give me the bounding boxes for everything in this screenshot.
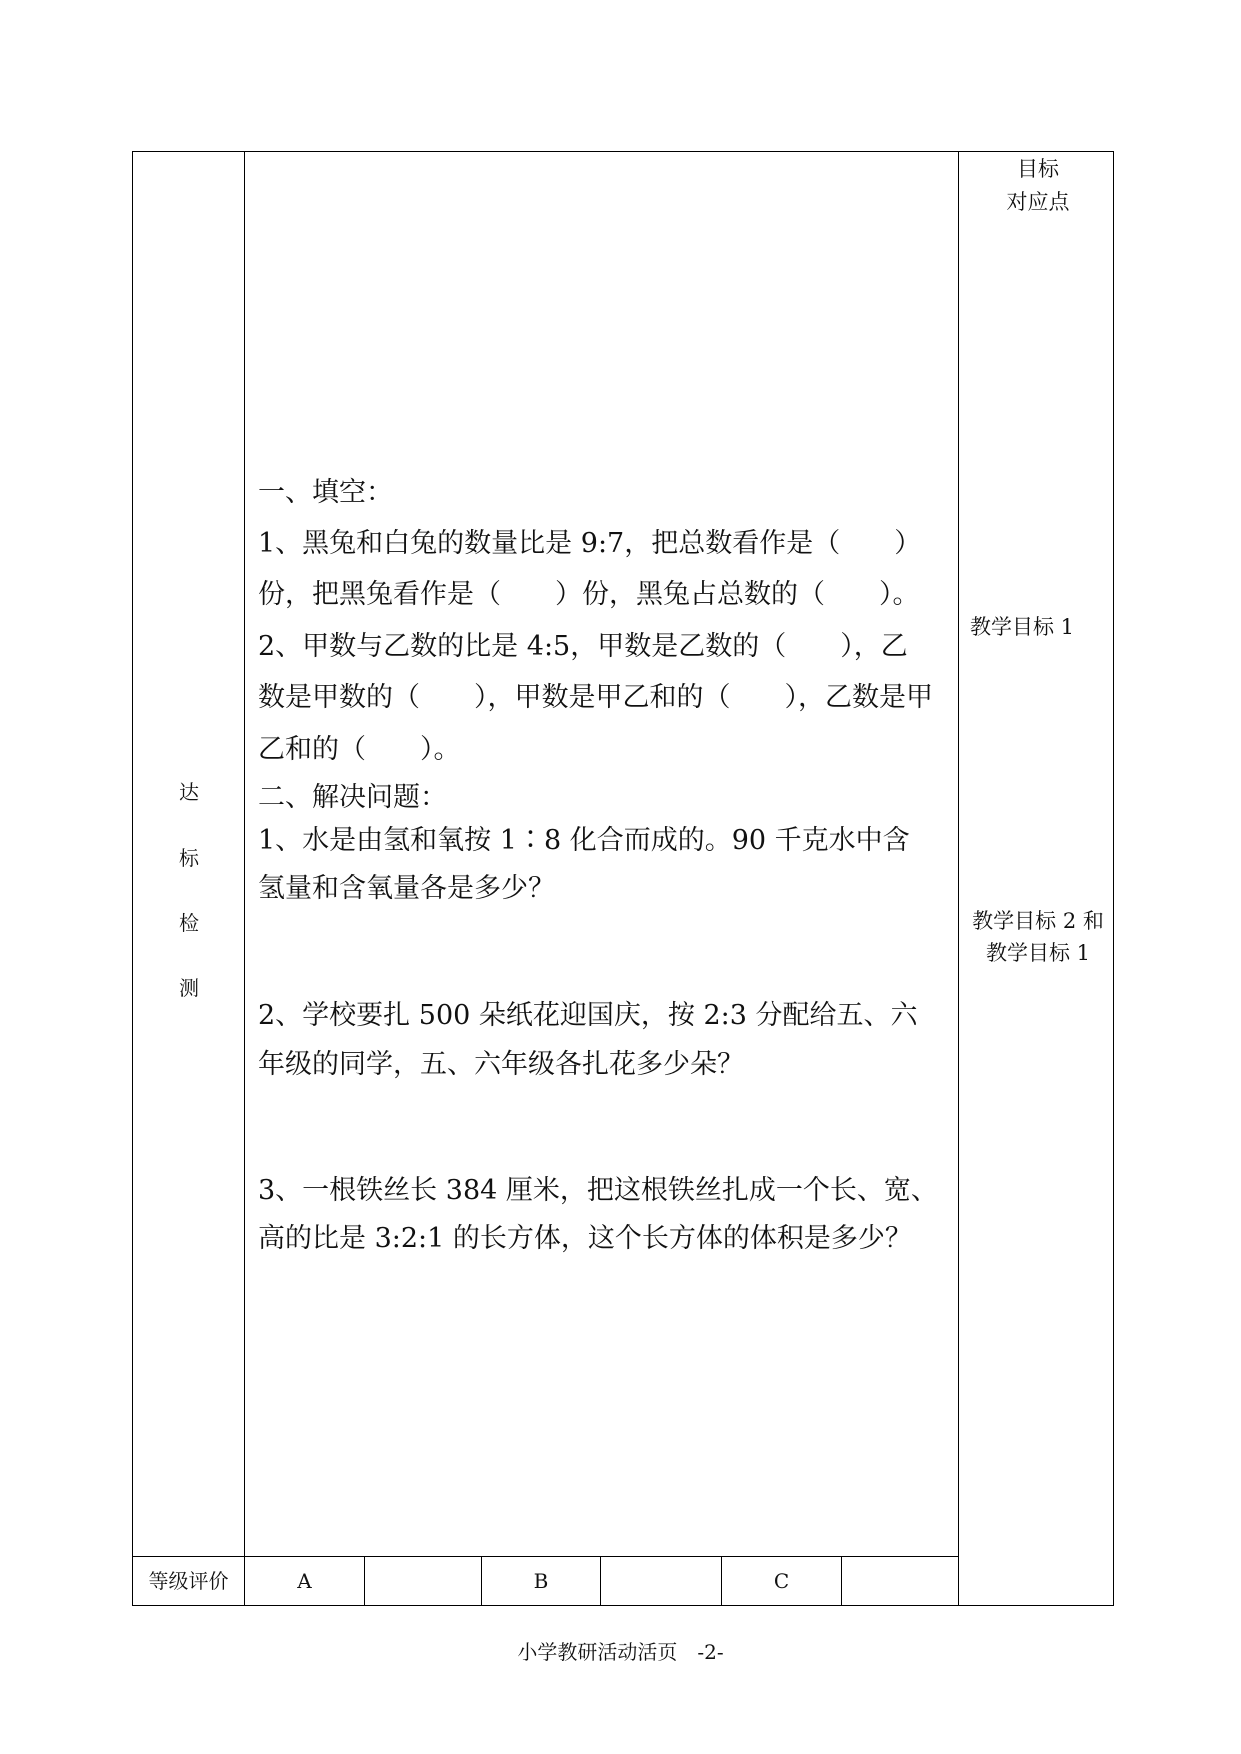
- grade-a: A: [297, 1569, 312, 1593]
- target-header-line1: 目标: [1017, 157, 1059, 181]
- column-divider-2: [958, 151, 959, 1606]
- side-label-char: 标: [179, 846, 199, 870]
- side-label-char: 达: [179, 780, 199, 804]
- target-2-line2: 教学目标 1: [985, 941, 1091, 965]
- side-label-char: 检: [179, 911, 199, 935]
- grade-c-score: [842, 1556, 958, 1606]
- table-border-left: [132, 151, 133, 1606]
- question1-line2: 份，把黑兔看作是（ ）份，黑兔占总数的（ ）。: [258, 579, 920, 610]
- question2-line3: 乙和的（ ）。: [258, 734, 461, 765]
- problem2-line1: 2、学校要扎 500 朵纸花迎国庆，按 2:3 分配给五、六: [258, 1000, 918, 1031]
- question2-line1: 2、甲数与乙数的比是 4:5，甲数是乙数的（ ），乙: [258, 631, 908, 662]
- side-label-char: 测: [179, 976, 199, 1000]
- problem1-line1: 1、水是由氢和氧按 1∶8 化合而成的。90 千克水中含: [258, 825, 910, 856]
- target-header-line2: 对应点: [1006, 190, 1070, 214]
- column-divider-1: [244, 151, 245, 1606]
- problem2-line2: 年级的同学，五、六年级各扎花多少朵？: [258, 1049, 744, 1080]
- page-footer: 小学教研活动活页 -2-: [517, 1640, 724, 1664]
- grade-a-score: [365, 1556, 481, 1606]
- problem3-line2: 高的比是 3:2:1 的长方体，这个长方体的体积是多少？: [258, 1223, 912, 1254]
- grade-c: C: [773, 1569, 790, 1593]
- grade-b: B: [533, 1569, 549, 1593]
- section1-title: 一、填空：: [258, 477, 393, 508]
- problem3-line1: 3、一根铁丝长 384 厘米，把这根铁丝扎成一个长、宽、: [258, 1175, 938, 1206]
- table-border-right: [1113, 151, 1114, 1606]
- grade-label: 等级评价: [148, 1569, 229, 1593]
- section2-title: 二、解决问题：: [258, 782, 447, 813]
- question2-line2: 数是甲数的（ ），甲数是甲乙和的（ ），乙数是甲: [258, 682, 933, 713]
- problem1-line2: 氢量和含氧量各是多少？: [258, 873, 555, 904]
- grade-b-score: [601, 1556, 721, 1606]
- target-1: 教学目标 1: [970, 615, 1075, 639]
- question1-line1: 1、黑兔和白兔的数量比是 9:7，把总数看作是（ ）: [258, 528, 922, 559]
- target-2-line1: 教学目标 2 和: [972, 909, 1104, 933]
